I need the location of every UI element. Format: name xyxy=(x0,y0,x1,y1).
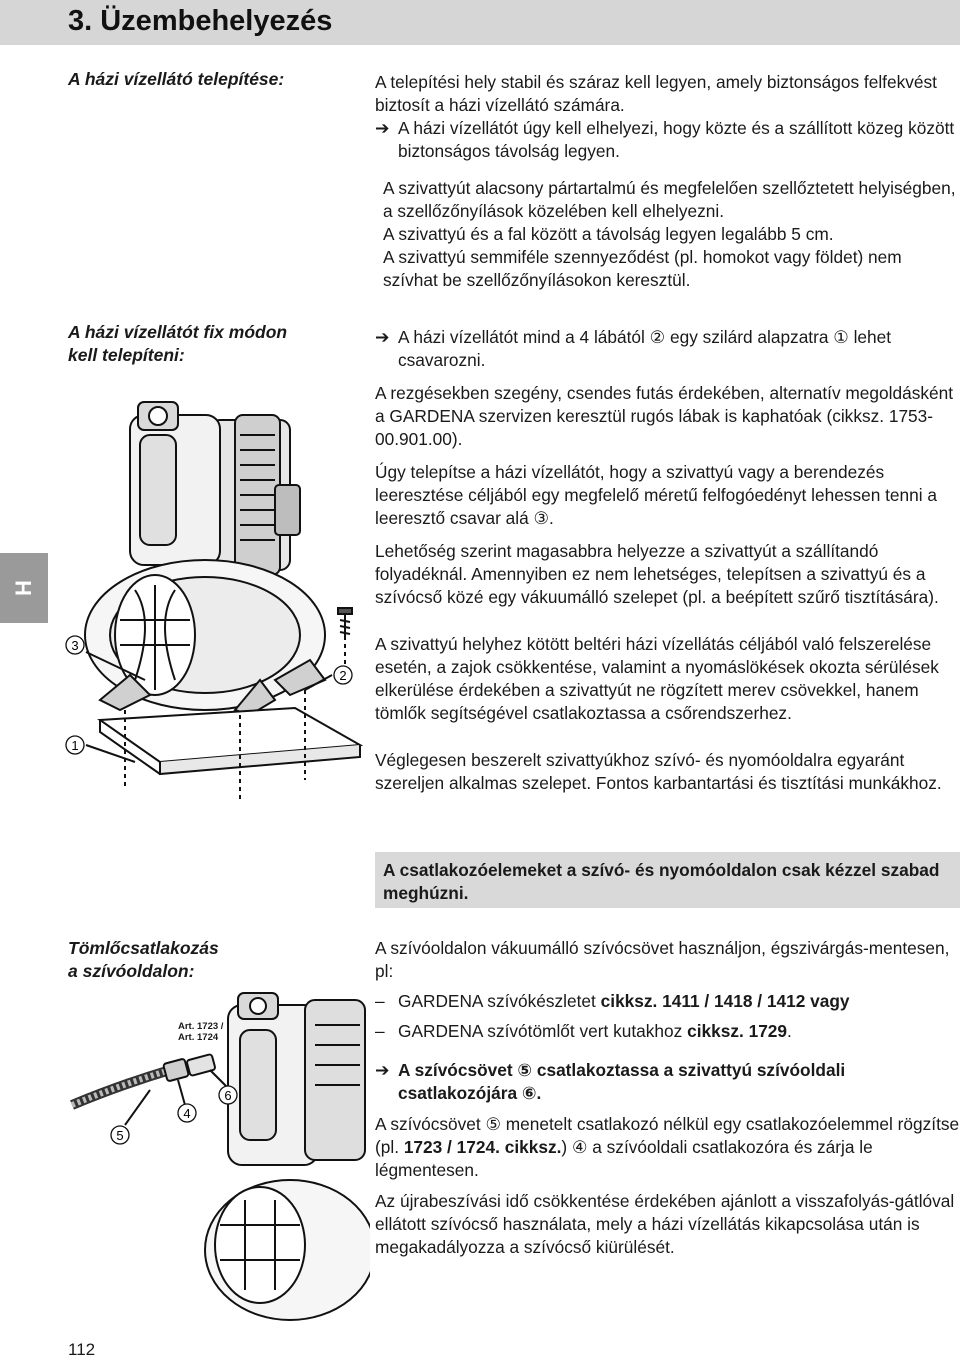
hose-dash-item-2: – GARDENA szívótömlőt vert kutakhoz cikksz. 1729. xyxy=(375,1021,792,1041)
installation-para-2: A szivattyút alacsony pártartalmú és megfelelően szellőztetett helyiségben, a szellőzőnyílások közelében kell elhelyezni. xyxy=(383,178,956,221)
pump-installation-drawing xyxy=(60,390,370,860)
hose-connection-drawing xyxy=(60,985,370,1325)
hose-para-2: Az újrabeszívási idő csökkentése érdekében ajánlott a visszafolyás-gátlóval ellátott szívócső használata, mely a házi vízellátás kikapcsolása után is megakadályozza a szívócső kiürülését. xyxy=(375,1191,955,1257)
installation-arrow-1: ➔ A házi vízellátót úgy kell elhelyezi, hogy közte és a szállított közeg között biztonságos távolság legyen. xyxy=(375,118,955,161)
callout-6 xyxy=(219,1086,237,1104)
warning-box xyxy=(375,852,960,908)
fixed-install-para-5: Véglegesen beszerelt szivattyúkhoz szívó- és nyomóoldalra egyaránt szereljen alkalmas szelepet. Fontos karbantartási és tisztítási munkákhoz. xyxy=(375,750,942,793)
arrow-icon: ➔ xyxy=(375,1060,390,1080)
arrow-icon: ➔ xyxy=(375,118,390,138)
section-heading-fixed-install: A házi vízellátót fix módon kell telepíteni: xyxy=(68,322,288,365)
article-label: Art. 1723 / Art. 1724 xyxy=(178,1021,224,1043)
svg-text:3: 3 xyxy=(71,638,79,653)
language-tab xyxy=(0,553,48,623)
fixed-install-para-4: A szivattyú helyhez kötött beltéri házi vízellátás céljából való felszerelése esetén, a zajok csökkentése, valamint a nyomáslökések okozta sérülések elkerülése érdekében a szivattyút ne rögzített merev csövekkel, hanem tömlők segítségével csatlakoztassa a csőrendszerhez. xyxy=(375,634,939,723)
header-bar xyxy=(0,0,960,45)
page-title: 3. Üzembehelyezés xyxy=(68,5,333,37)
hose-intro: A szívóoldalon vákuumálló szívócsövet használjon, égszivárgás-mentesen, pl: xyxy=(375,938,950,981)
fixed-install-para-2: Úgy telepítse a házi vízellátót, hogy a szivattyú vagy a berendezés leeresztése céljából egy megfelelő méretű felfogóedényt lehessen tenni a leeresztő csavar alá ③. xyxy=(375,462,937,528)
dash-bullet: – xyxy=(375,991,385,1011)
dash-bullet: – xyxy=(375,1021,385,1041)
svg-text:1: 1 xyxy=(71,738,79,753)
fixed-install-arrow-1: ➔ A házi vízellátót mind a 4 lábától ② egy szilárd alapzatra ① lehet csavarozni. xyxy=(375,327,892,370)
section-installation-body xyxy=(375,71,960,292)
installation-para-4: A szivattyú semmiféle szennyeződést (pl. homokot vagy földet) nem szívhat be szellőzőnyílásokon keresztül. xyxy=(383,247,902,290)
section-heading-installation: A házi vízellátó telepítése: xyxy=(68,69,285,89)
hose-para-1: A szívócsövet ⑤ menetelt csatlakozó nélkül egy csatlakozóelemmel rögzítse (pl. 1723 / 1724. cikksz.) ④ a szívóoldali csatlakozóra és zárja le légmentesen. xyxy=(375,1114,960,1180)
callout-1 xyxy=(66,736,84,754)
page-number: 112 xyxy=(68,1340,96,1359)
callout-2 xyxy=(334,666,352,684)
language-tab-letter: H xyxy=(10,580,36,596)
section-fixed-install-body xyxy=(375,326,960,795)
svg-text:5: 5 xyxy=(116,1128,124,1143)
pump-installation-figure xyxy=(60,390,370,860)
section-heading-hose-connection: Tömlőcsatlakozás a szívóoldalon: xyxy=(68,938,219,981)
warning-text: A csatlakozóelemeket a szívó- és nyomóoldalon csak kézzel szabad meghúzni. xyxy=(383,860,940,903)
installation-indented-block xyxy=(375,177,960,292)
section-hose-connection-body xyxy=(375,937,960,1259)
svg-text:4: 4 xyxy=(183,1106,191,1121)
fixed-install-para-1: A rezgésekben szegény, csendes futás érdekében, alternatív megoldásként a GARDENA szervizen keresztül rugós lábak is kaphatóak (cikksz. 1753-00.901.00). xyxy=(375,383,954,449)
callout-5 xyxy=(111,1126,129,1144)
installation-para-1: A telepítési hely stabil és száraz kell legyen, amely biztonságos felfekvést biztosít a házi vízellátó számára. xyxy=(375,72,937,115)
hose-arrow-1: ➔ A szívócsövet ⑤ csatlakoztassa a szivattyú szívóoldali csatlakozójára ⑥. xyxy=(375,1060,846,1103)
hose-dash-item-1: – GARDENA szívókészletet cikksz. 1411 / 1418 / 1412 vagy xyxy=(375,991,850,1011)
fixed-install-para-3: Lehetőség szerint magasabbra helyezze a szivattyút a szállítandó folyadéknál. Amennyiben ez nem lehetséges, telepítsen a szivattyú és a szívócső közé egy vákuumálló szelepet (pl. a beépített szűrő tisztítására). xyxy=(375,541,939,607)
svg-text:2: 2 xyxy=(339,668,347,683)
hose-connection-figure xyxy=(60,985,370,1325)
svg-text:6: 6 xyxy=(224,1088,232,1103)
arrow-icon: ➔ xyxy=(375,327,390,347)
installation-para-3: A szivattyú és a fal között a távolság legyen legalább 5 cm. xyxy=(383,224,834,244)
callout-4 xyxy=(178,1104,196,1122)
callout-3 xyxy=(66,636,84,654)
